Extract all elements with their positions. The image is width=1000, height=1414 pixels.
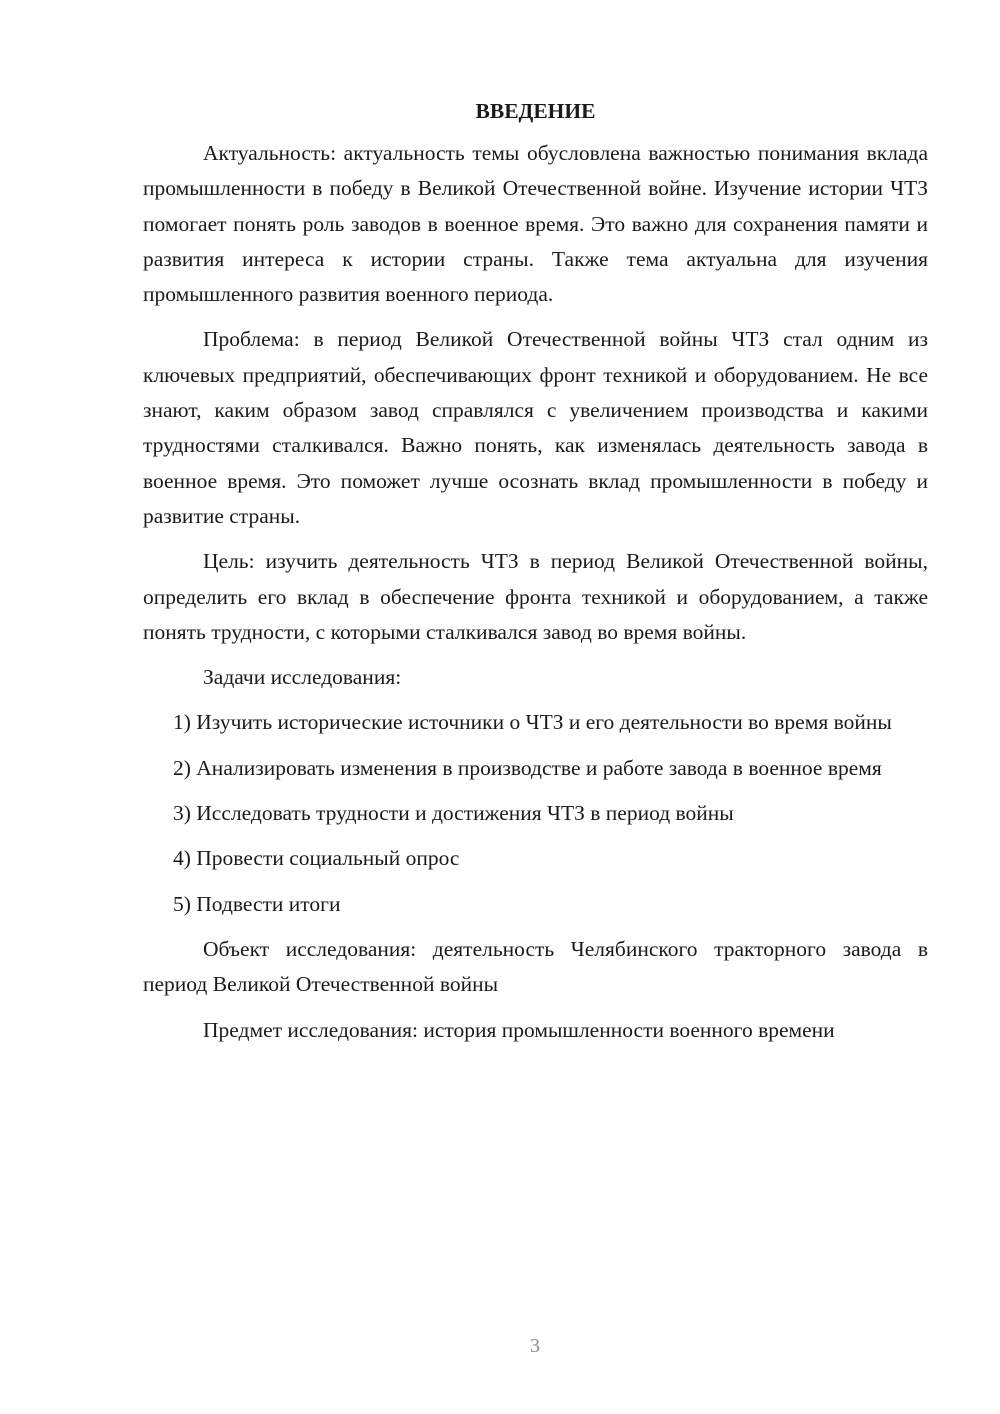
page-content [143, 96, 928, 1058]
page-number: 3 [530, 1335, 540, 1357]
problem-paragraph: Проблема: в период Великой Отечественной войны ЧТЗ стал одним из ключевых предприятий, обеспечивающих фронт техникой и оборудованием. Не все знают, каким образом завод справлялся с увеличением производства и какими трудностями сталкивался. Важно понять, как изменялась деятельность завода в военное время. Это поможет лучше осознать вклад промышленности в победу и развитие страны. [143, 327, 928, 528]
task-item-5: 5) Подвести итоги [173, 891, 341, 916]
object-paragraph: Объект исследования: деятельность Челябинского тракторного завода в период Великой Отечественной войны [143, 936, 928, 997]
task-item-3: 3) Исследовать трудности и достижения ЧТЗ в период войны [173, 801, 734, 826]
tasks-title: Задачи исследования: [203, 665, 402, 690]
task-item-1: 1) Изучить исторические источники о ЧТЗ и его деятельности во время войны [173, 710, 892, 735]
relevance-paragraph: Актуальность: актуальность темы обусловлена важностью понимания вклада промышленности в победу в Великой Отечественной войне. Изучение истории ЧТЗ помогает понять роль заводов в военное время. Это важно для сохранения памяти и развития интереса к истории страны. Также тема актуальна для изучения промышленного развития военного периода. [143, 141, 928, 307]
task-item-4: 4) Провести социальный опрос [173, 846, 460, 871]
section-heading: ВВЕДЕНИЕ [475, 99, 596, 123]
subject-paragraph: Предмет исследования: история промышленности военного времени [203, 1017, 835, 1042]
task-item-2: 2) Анализировать изменения в производстве и работе завода в военное время [173, 755, 882, 780]
goal-paragraph: Цель: изучить деятельность ЧТЗ в период Великой Отечественной войны, определить его вклад в обеспечение фронта техникой и оборудованием, а также понять трудности, с которыми сталкивался завод во время войны. [143, 549, 928, 644]
